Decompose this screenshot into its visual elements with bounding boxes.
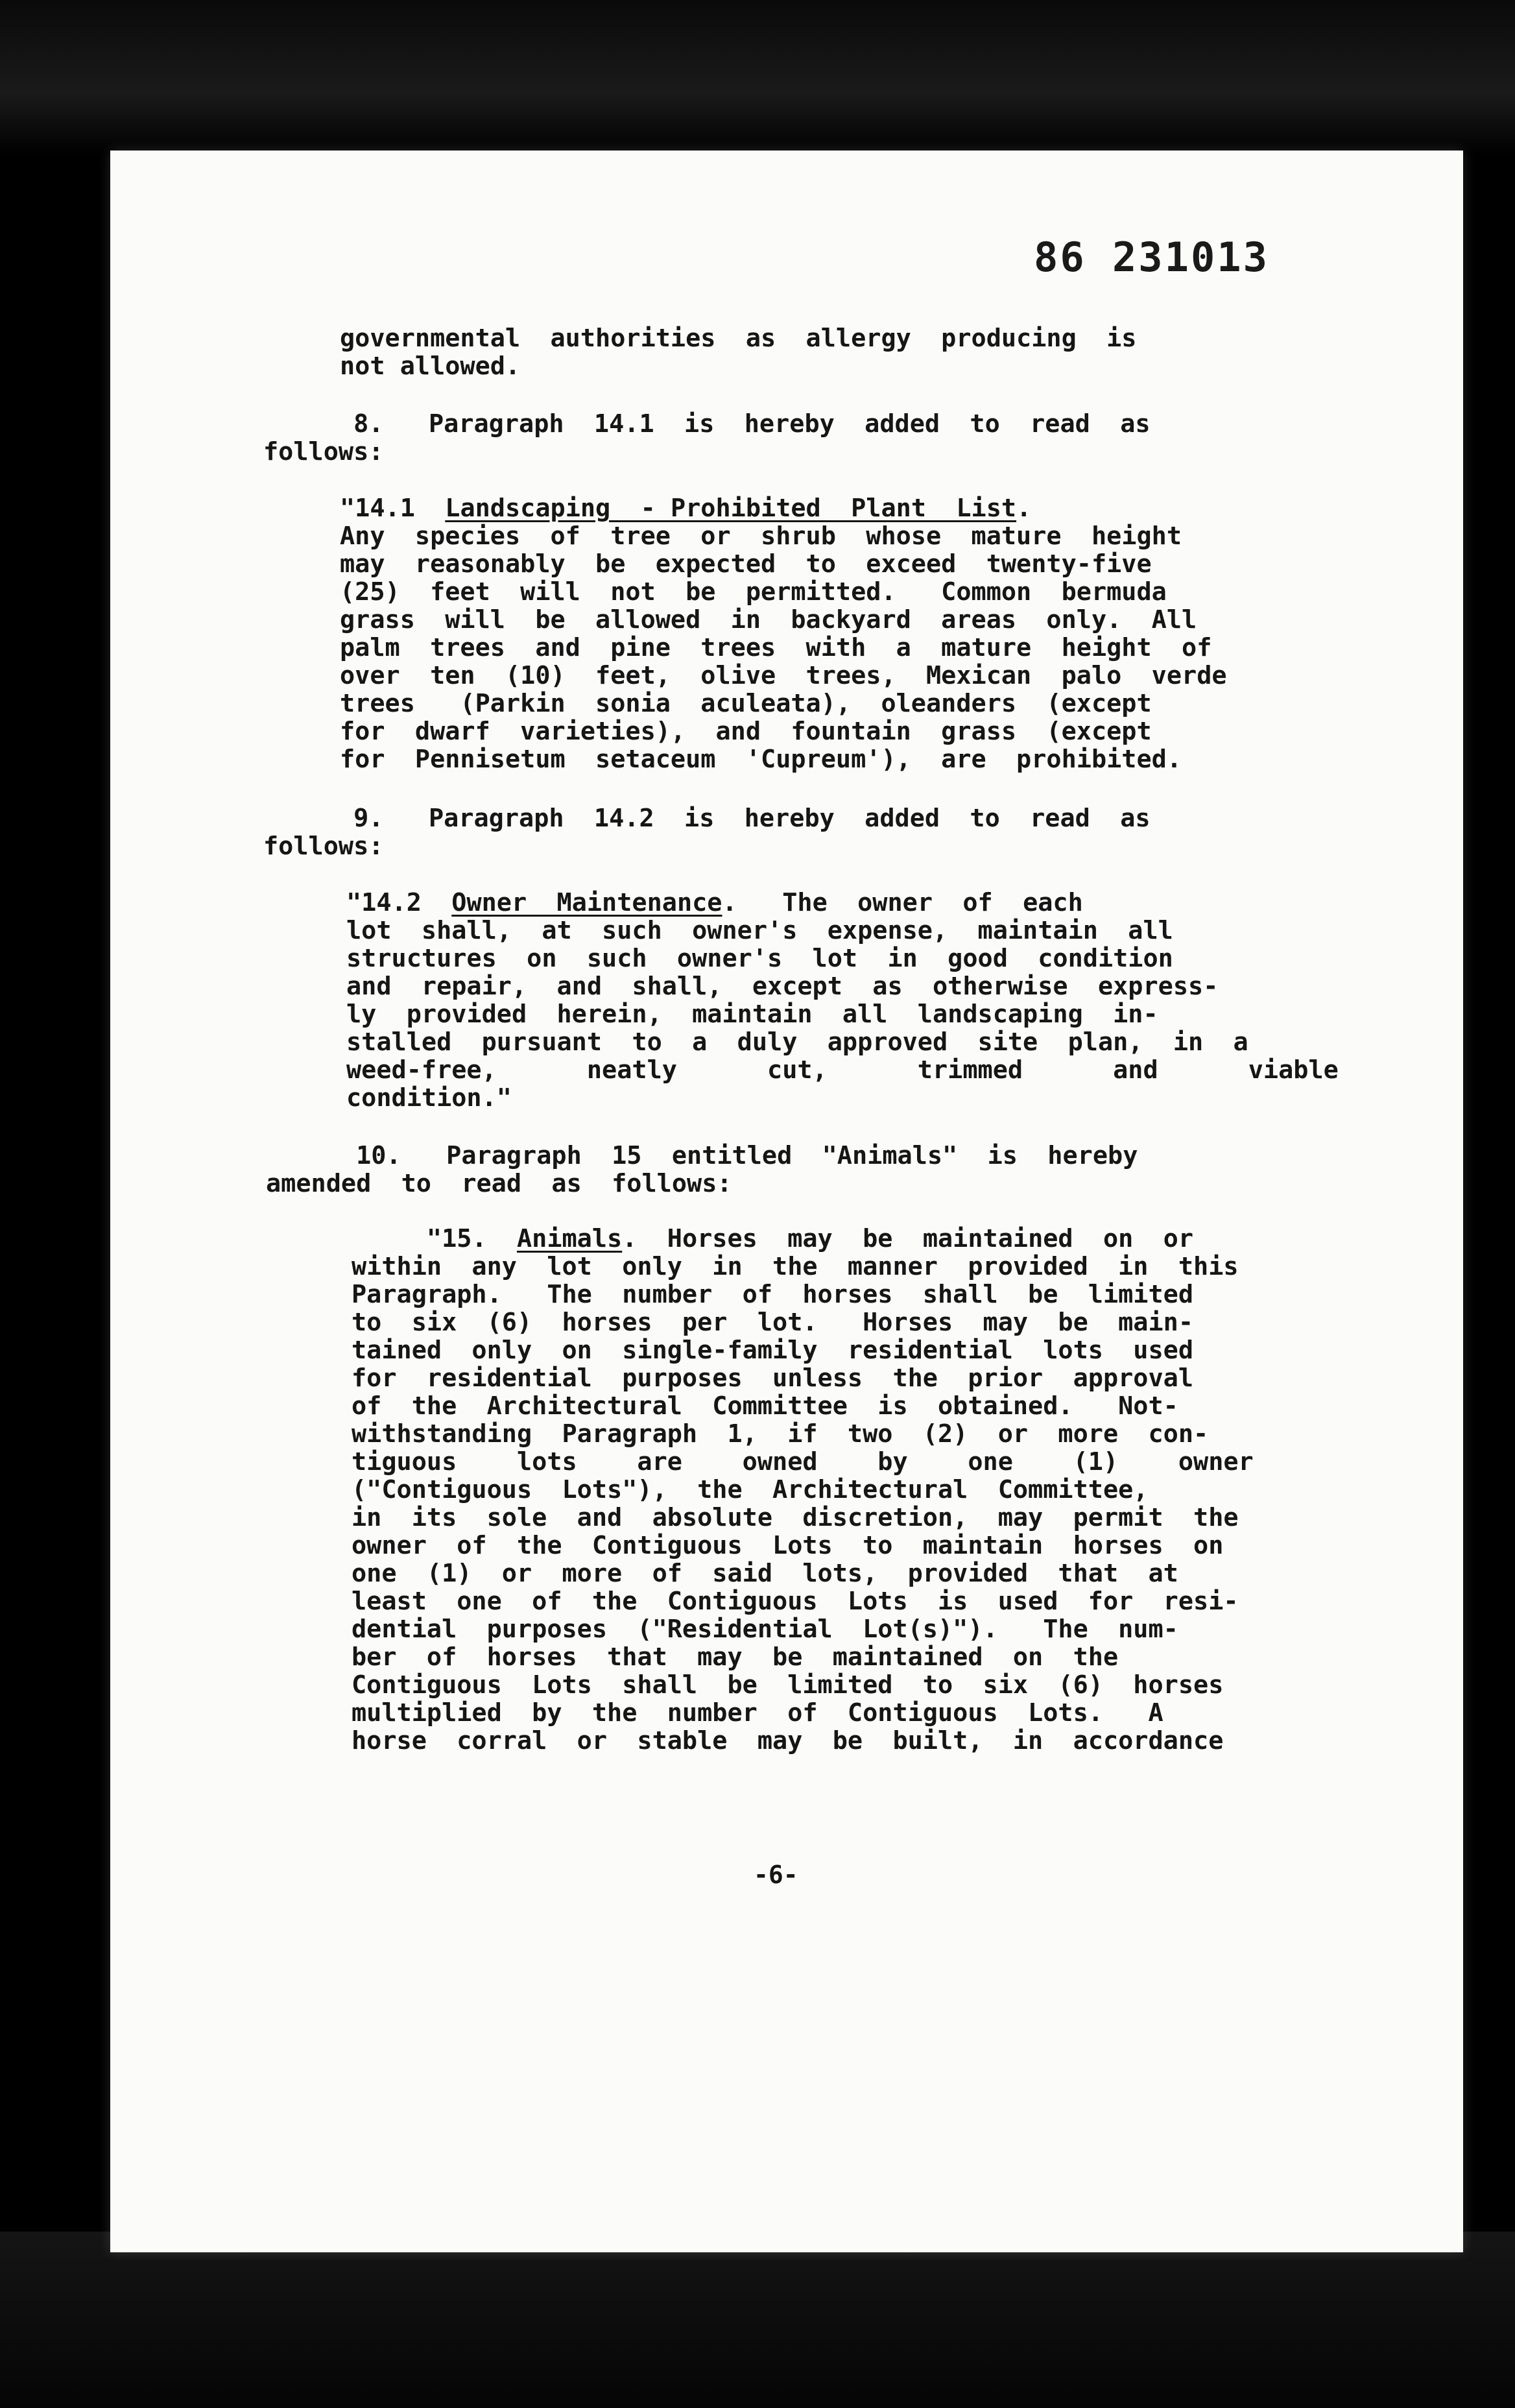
text-line	[340, 522, 1274, 550]
text-line	[352, 1587, 1285, 1615]
page-number: -6-	[754, 1860, 798, 1889]
text-segment: . Horses may be maintained on or	[622, 1224, 1194, 1253]
text-line	[263, 804, 1301, 832]
text-line	[346, 972, 1280, 1000]
text-line	[340, 578, 1274, 606]
text-segment: withstanding Paragraph 1, if two (2) or more con-	[352, 1419, 1209, 1449]
text-line	[346, 1000, 1280, 1028]
text-segment: and repair, and shall, except as otherwise express-	[346, 972, 1219, 1001]
text-segment: 10. Paragraph 15 entitled "Animals" is hereby	[266, 1141, 1138, 1170]
text-segment: grass will be allowed in backyard areas only. All	[340, 605, 1197, 634]
text-line	[352, 1476, 1285, 1504]
text-segment: "15.	[352, 1224, 517, 1253]
text-line	[346, 1055, 1339, 1085]
text-line	[352, 1559, 1285, 1587]
text-line	[352, 1448, 1285, 1476]
text-line	[352, 1420, 1285, 1448]
text-segment: in its sole and absolute discretion, may permit the	[352, 1503, 1239, 1532]
text-segment: least one of the Contiguous Lots is used for resi-	[352, 1587, 1239, 1616]
text-line	[352, 1225, 1285, 1253]
text-line	[340, 550, 1274, 578]
text-segment: "14.2	[346, 888, 452, 917]
text-line	[263, 410, 1301, 438]
paragraph-14-1-landscaping	[340, 494, 1274, 773]
text-line	[340, 662, 1274, 690]
text-line	[352, 1615, 1285, 1643]
text-segment: owner of the Contiguous Lots to maintain horses on	[352, 1531, 1224, 1560]
text-line	[352, 1699, 1285, 1727]
text-segment: follows:	[263, 832, 384, 861]
text-line	[346, 1028, 1280, 1056]
text-segment: lot shall, at such owner's expense, maintain all	[346, 916, 1173, 945]
underlined-heading: Animals	[516, 1224, 623, 1253]
text-line	[340, 324, 1403, 352]
text-segment: Paragraph. The number of horses shall be limited	[352, 1280, 1194, 1309]
text-line	[340, 690, 1274, 717]
text-segment: over ten (10) feet, olive trees, Mexican palo verde	[340, 661, 1227, 690]
text-segment: for dwarf varieties), and fountain grass (except	[340, 717, 1152, 746]
text-segment: amended to read as follows:	[266, 1169, 732, 1198]
paragraph-15-animals	[352, 1225, 1285, 1755]
underlined-heading: Owner Maintenance	[451, 888, 722, 917]
underlined-heading: Landscaping - Prohibited Plant List	[445, 494, 1017, 523]
text-segment: palm trees and pine trees with a mature height of	[340, 633, 1212, 662]
text-line	[340, 634, 1274, 662]
text-segment: (25) feet will not be permitted. Common bermuda	[340, 577, 1167, 607]
text-line	[263, 438, 1301, 466]
text-segment: . The owner of each	[722, 888, 1083, 917]
text-segment: one (1) or more of said lots, provided that at	[352, 1559, 1178, 1588]
text-line	[340, 494, 1274, 522]
text-line	[266, 1142, 1304, 1170]
text-segment: "14.1	[340, 494, 446, 523]
text-segment: for Pennisetum setaceum 'Cupreum'), are prohibited.	[340, 745, 1182, 774]
text-segment: ly provided herein, maintain all landscaping in-	[346, 1000, 1158, 1029]
text-line	[340, 606, 1274, 634]
text-line	[352, 1253, 1285, 1281]
text-segment: weed-free, neatly cut, trimmed and viable	[346, 1055, 1339, 1085]
document-number: 86 231013	[1034, 234, 1269, 281]
text-line	[340, 717, 1274, 745]
text-segment: dential purposes ("Residential Lot(s)"). The num-	[352, 1615, 1178, 1644]
text-segment: 9. Paragraph 14.2 is hereby added to read as	[263, 804, 1151, 833]
text-segment: tained only on single-family residential lots used	[352, 1336, 1194, 1365]
scan-border-bottom	[0, 2232, 1515, 2408]
text-line	[266, 1170, 1304, 1198]
text-line	[352, 1504, 1285, 1532]
text-line	[352, 1364, 1285, 1392]
text-line	[352, 1392, 1285, 1420]
text-line	[352, 1643, 1285, 1671]
paragraph-10-intro	[266, 1142, 1304, 1198]
text-segment: trees (Parkin sonia aculeata), oleanders (except	[340, 689, 1152, 718]
text-segment: .	[1016, 494, 1032, 523]
text-line	[346, 1084, 1280, 1112]
text-segment: ber of horses that may be maintained on the	[352, 1643, 1119, 1672]
text-line	[352, 1336, 1285, 1364]
text-segment: multiplied by the number of Contiguous Lots. A	[352, 1698, 1163, 1728]
text-line	[263, 832, 1301, 860]
text-line	[352, 1532, 1285, 1559]
text-segment: structures on such owner's lot in good condition	[346, 944, 1173, 973]
text-segment: 8. Paragraph 14.1 is hereby added to read as	[263, 409, 1151, 439]
text-segment: to six (6) horses per lot. Horses may be main-	[352, 1308, 1194, 1337]
text-segment: condition."	[346, 1083, 512, 1113]
text-segment: ("Contiguous Lots"), the Architectural Committee,	[352, 1475, 1149, 1504]
text-segment: Any species of tree or shrub whose mature height	[340, 522, 1182, 551]
text-line	[352, 1727, 1285, 1755]
text-segment: for residential purposes unless the prior approval	[352, 1364, 1194, 1393]
text-line	[352, 1671, 1285, 1699]
text-line	[346, 945, 1280, 972]
paragraph-8-intro	[263, 410, 1301, 466]
text-segment: follows:	[263, 437, 384, 466]
text-line	[352, 1281, 1285, 1308]
text-segment: tiguous lots are owned by one (1) owner	[352, 1447, 1254, 1476]
text-segment: stalled pursuant to a duly approved site plan, in a	[346, 1028, 1248, 1057]
text-segment: within any lot only in the manner provided in this	[352, 1252, 1239, 1281]
text-segment: may reasonably be expected to exceed twenty-five	[340, 549, 1152, 579]
paragraph-14-2-owner-maintenance	[346, 888, 1339, 1113]
text-line	[352, 1308, 1285, 1336]
text-segment: Contiguous Lots shall be limited to six (6) horses	[352, 1670, 1224, 1700]
text-line	[346, 917, 1280, 945]
paragraph-9-intro	[263, 804, 1301, 860]
text-line	[346, 889, 1280, 917]
text-segment: horse corral or stable may be built, in accordance	[352, 1726, 1224, 1755]
text-line	[340, 352, 1403, 380]
text-segment: not allowed.	[340, 352, 521, 381]
paragraph-continuation	[340, 324, 1403, 380]
scan-border-top	[0, 0, 1515, 156]
text-segment: of the Architectural Committee is obtained. Not-	[352, 1391, 1178, 1421]
text-line	[340, 745, 1274, 773]
text-segment: governmental authorities as allergy producing is	[340, 324, 1137, 353]
